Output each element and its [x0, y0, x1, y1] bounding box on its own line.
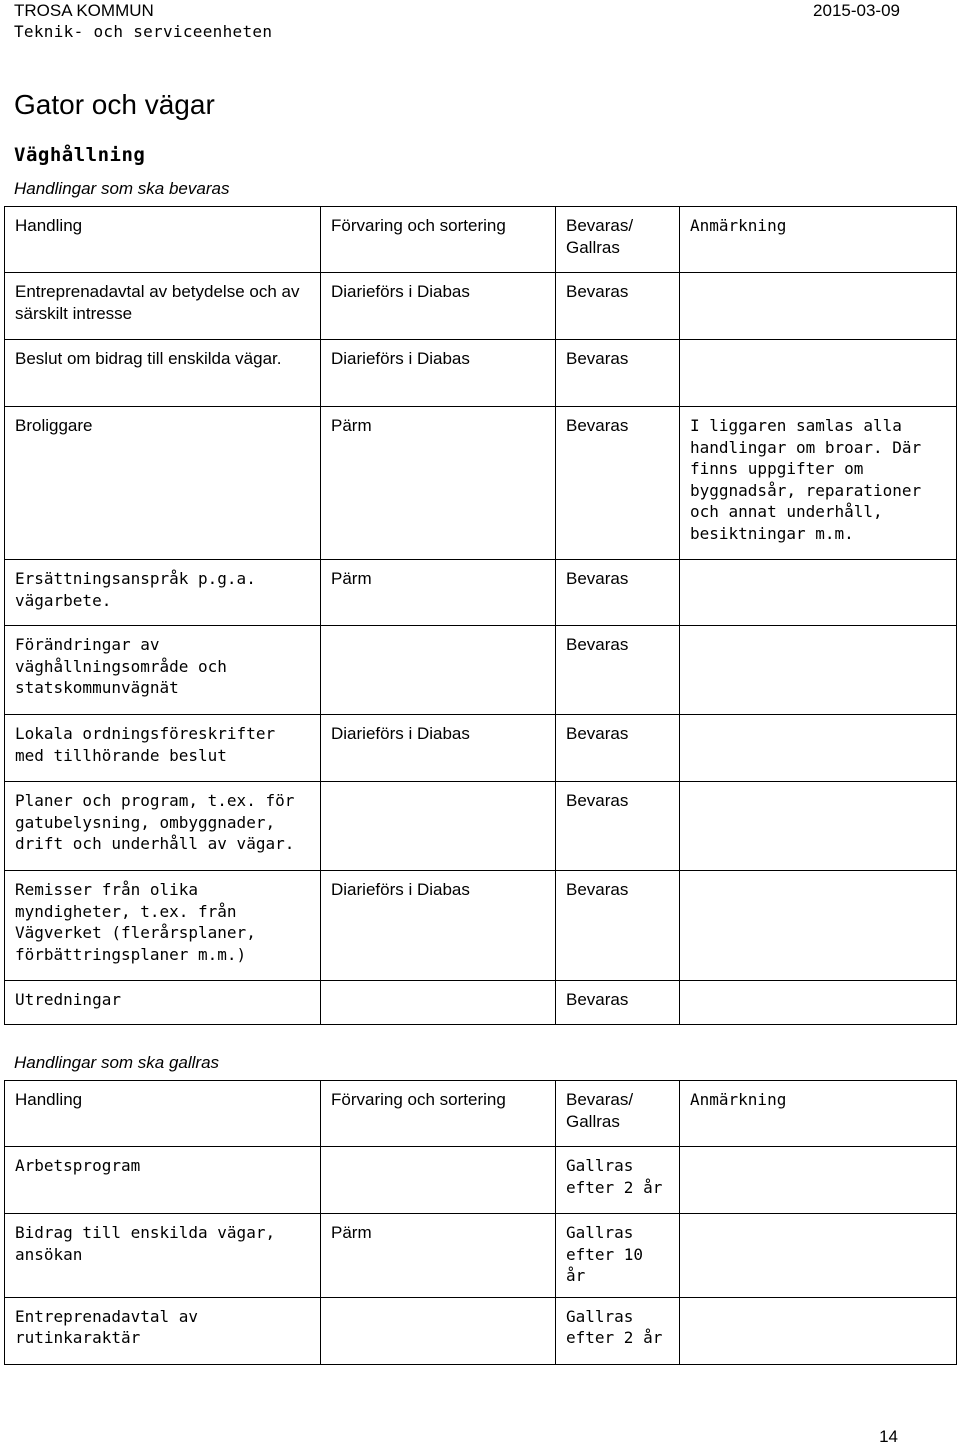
column-header: Anmärkning — [680, 207, 957, 273]
cell-handling: Ersättningsanspråk p.g.a. vägarbete. — [5, 560, 321, 626]
column-header: Handling — [5, 1081, 321, 1147]
keep-table — [4, 206, 957, 1025]
table-header-row — [5, 207, 957, 273]
cell-status: Bevaras — [556, 715, 680, 782]
page-title: Gator och vägar — [14, 89, 215, 120]
cell-status: Gallras efter 10 år — [556, 1214, 680, 1298]
table-row — [5, 871, 957, 981]
header-date: 2015-03-09 — [813, 1, 900, 20]
cell-anmarkning — [680, 715, 957, 782]
cell-status: Bevaras — [556, 560, 680, 626]
table-row — [5, 1297, 957, 1364]
cell-forvaring — [321, 782, 556, 871]
cell-status: Bevaras — [556, 981, 680, 1025]
column-header: Bevaras/ Gallras — [556, 1081, 680, 1147]
table-header-row — [5, 1081, 957, 1147]
cell-handling: Beslut om bidrag till enskilda vägar. — [5, 340, 321, 407]
table-row — [5, 1147, 957, 1214]
cell-status: Gallras efter 2 år — [556, 1147, 680, 1214]
cell-anmarkning — [680, 560, 957, 626]
cell-forvaring: Diarieförs i Diabas — [321, 715, 556, 782]
section-heading-keep: Handlingar som ska bevaras — [14, 179, 230, 198]
cell-handling: Lokala ordningsföreskrifter med tillhörande beslut — [5, 715, 321, 782]
column-header: Handling — [5, 207, 321, 273]
table-row — [5, 560, 957, 626]
table-row — [5, 626, 957, 715]
page-number: 14 — [879, 1427, 898, 1446]
cell-anmarkning — [680, 871, 957, 981]
column-header: Förvaring och sortering — [321, 207, 556, 273]
cell-handling: Förändringar av väghållningsområde och statskommunvägnät — [5, 626, 321, 715]
cell-status: Bevaras — [556, 340, 680, 407]
cell-handling: Bidrag till enskilda vägar, ansökan — [5, 1214, 321, 1298]
cell-status: Bevaras — [556, 871, 680, 981]
cell-anmarkning — [680, 981, 957, 1025]
cell-handling: Remisser från olika myndigheter, t.ex. från Vägverket (flerårsplaner, förbättringsplaner m.m.) — [5, 871, 321, 981]
cell-anmarkning — [680, 1297, 957, 1364]
cell-forvaring: Diarieförs i Diabas — [321, 273, 556, 340]
page-header-left — [14, 0, 272, 42]
cell-handling: Entreprenadavtal av rutinkaraktär — [5, 1297, 321, 1364]
org-name: TROSA KOMMUN — [14, 1, 154, 20]
table-row — [5, 407, 957, 560]
table-row — [5, 1214, 957, 1298]
section-heading-discard: Handlingar som ska gallras — [14, 1053, 220, 1072]
cell-anmarkning — [680, 1214, 957, 1298]
column-header: Anmärkning — [680, 1081, 957, 1147]
cell-anmarkning — [680, 782, 957, 871]
cell-anmarkning — [680, 626, 957, 715]
cell-status: Gallras efter 2 år — [556, 1297, 680, 1364]
cell-anmarkning: I liggaren samlas alla handlingar om broar. Där finns uppgifter om byggnadsår, reparationer och annat underhåll, besiktningar m.m. — [680, 407, 957, 560]
cell-handling: Arbetsprogram — [5, 1147, 321, 1214]
column-header: Bevaras/ Gallras — [556, 207, 680, 273]
cell-forvaring: Pärm — [321, 1214, 556, 1298]
discard-table — [4, 1080, 957, 1365]
cell-handling: Entreprenadavtal av betydelse och av särskilt intresse — [5, 273, 321, 340]
table-row — [5, 981, 957, 1025]
cell-forvaring: Pärm — [321, 407, 556, 560]
table-row — [5, 340, 957, 407]
table-row — [5, 273, 957, 340]
cell-forvaring: Diarieförs i Diabas — [321, 340, 556, 407]
cell-status: Bevaras — [556, 626, 680, 715]
cell-handling: Planer och program, t.ex. för gatubelysning, ombyggnader, drift och underhåll av vägar. — [5, 782, 321, 871]
table-row — [5, 782, 957, 871]
cell-forvaring — [321, 626, 556, 715]
cell-forvaring — [321, 1147, 556, 1214]
department-name: Teknik- och serviceenheten — [14, 22, 273, 41]
cell-handling: Broliggare — [5, 407, 321, 560]
cell-forvaring: Diarieförs i Diabas — [321, 871, 556, 981]
cell-forvaring: Pärm — [321, 560, 556, 626]
cell-forvaring — [321, 981, 556, 1025]
cell-status: Bevaras — [556, 782, 680, 871]
cell-forvaring — [321, 1297, 556, 1364]
page-subtitle: Väghållning — [14, 144, 146, 166]
column-header: Förvaring och sortering — [321, 1081, 556, 1147]
table-row — [5, 715, 957, 782]
cell-anmarkning — [680, 340, 957, 407]
cell-status: Bevaras — [556, 407, 680, 560]
cell-anmarkning — [680, 1147, 957, 1214]
cell-handling: Utredningar — [5, 981, 321, 1025]
cell-anmarkning — [680, 273, 957, 340]
cell-status: Bevaras — [556, 273, 680, 340]
